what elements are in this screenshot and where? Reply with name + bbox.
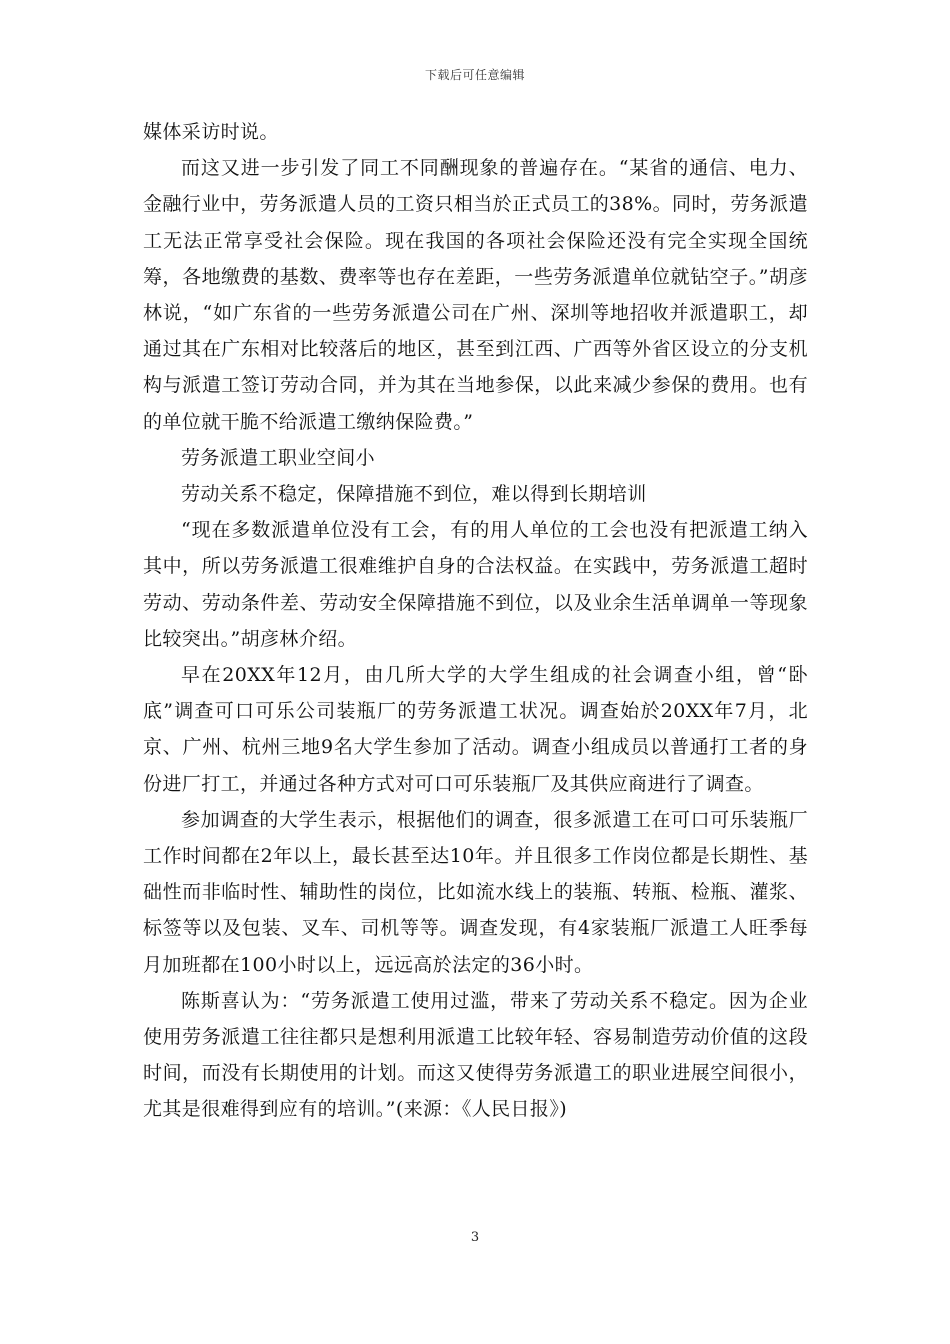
paragraph: 而这又进一步引发了同工不同酬现象的普遍存在。“某省的通信、电力、金融行业中，劳务派遣人员的工资只相当於正式员工的38%。同时，劳务派遣工无法正常享受社会保险。现在我国的各项社会保险还没有完全实现全国统筹，各地缴费的基数、费率等也存在差距，一些劳务派遣单位就钻空子。”胡彦林说，“如广东省的一些劳务派遣公司在广州、深圳等地招收并派遣职工，却通过其在广东相对比较落后的地区，甚至到江西、广西等外省区设立的分支机构与派遣工签订劳动合同，并为其在当地参保，以此来减少参保的费用。也有的单位就干脆不给派遣工缴纳保险费。” (143, 157, 808, 433)
paragraph: “现在多数派遣单位没有工会，有的用人单位的工会也没有把派遣工纳入其中，所以劳务派遣工很难维护自身的合法权益。在实践中，劳务派遣工超时劳动、劳动条件差、劳动安全保障措施不到位，以及业余生活单调单一等现象比较突出。”胡彦林介绍。 (143, 519, 808, 650)
paragraph: 参加调查的大学生表示，根据他们的调查，很多派遣工在可口可乐装瓶厂工作时间都在2年以上，最长甚至达10年。并且很多工作岗位都是长期性、基础性而非临时性、辅助性的岗位，比如流水线上的装瓶、转瓶、检瓶、灌浆、标签等以及包装、叉车、司机等等。调查发现，有4家装瓶厂派遣工人旺季每月加班都在100小时以上，远远高於法定的36小时。 (143, 808, 808, 976)
document-body (143, 114, 808, 1128)
paragraph: 媒体采访时说。 (143, 121, 279, 143)
paragraph: 早在20XX年12月，由几所大学的大学生组成的社会调查小组，曾“卧底”调查可口可乐公司装瓶厂的劳务派遣工状况。调查始於20XX年7月，北京、广州、杭州三地9名大学生参加了活动。调查小组成员以普通打工者的身份进厂打工，并通过各种方式对可口可乐装瓶厂及其供应商进行了调查。 (143, 664, 808, 795)
section-heading: 劳务派遣工职业空间小 (181, 446, 376, 469)
paragraph: 陈斯喜认为：“劳务派遣工使用过滥，带来了劳动关系不稳定。因为企业使用劳务派遣工往往都只是想利用派遣工比较年轻、容易制造劳动价值的这段时间，而没有长期使用的计划。而这又使得劳务派遣工的职业进展空间很小，尤其是很难得到应有的培训。”(来源：《人民日报》) (143, 989, 808, 1121)
section-subheading: 劳动关系不稳定，保障措施不到位，难以得到长期培训 (181, 483, 647, 506)
page-number: 3 (470, 1230, 480, 1245)
page-header: 下载后可任意编辑 (424, 68, 525, 82)
